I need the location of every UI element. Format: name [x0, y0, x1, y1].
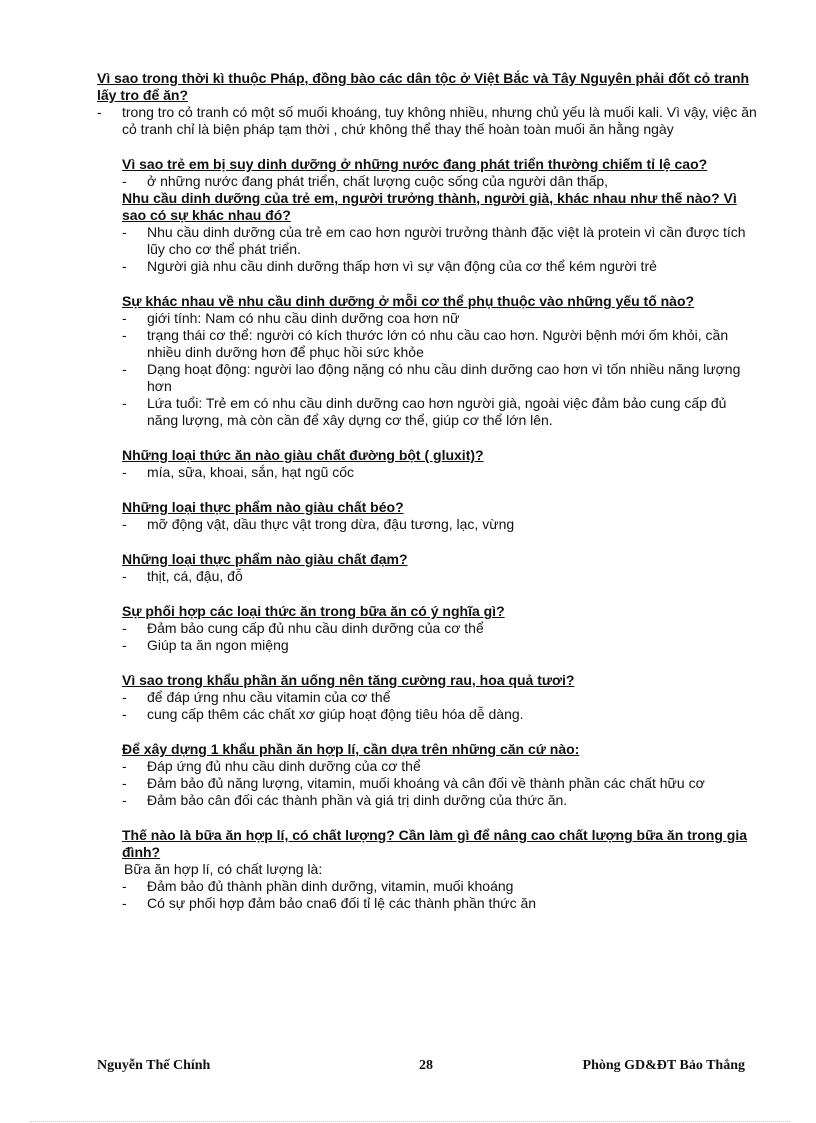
answer-item: - Lứa tuổi: Trẻ em có nhu cầu dinh dưỡng cao hơn người già, ngoài việc đảm bảo cung cấp đủ năng lượng, mà còn cần để xây dựng cơ thể, giúp cơ thể lớn lên.: [122, 395, 757, 429]
answer-list: [122, 878, 757, 912]
answer-item: - Đảm bảo đủ thành phần dinh dưỡng, vitamin, muối khoáng: [122, 878, 757, 895]
answer-item: - Có sự phối hợp đảm bảo cna6 đối tỉ lệ các thành phần thức ăn: [122, 895, 757, 912]
section-question: Sự phối hợp các loại thức ăn trong bữa ăn có ý nghĩa gì?: [122, 603, 505, 619]
answer-list: [122, 620, 757, 654]
answer-item: - Dạng hoạt động: người lao động nặng có nhu cầu dinh dưỡng cao hơn vì tốn nhiều năng lượng hơn: [122, 361, 757, 395]
section-question: Để xây dựng 1 khẩu phần ăn hợp lí, cần dựa trên những căn cứ nào:: [122, 741, 580, 757]
page-number: 28: [419, 1058, 433, 1073]
section-question: Thế nào là bữa ăn hợp lí, có chất lượng? Cần làm gì để nâng cao chất lượng bữa ăn trong gia đình?: [122, 827, 748, 860]
qa-section: [122, 190, 757, 275]
answer-item: - Đảm bảo đủ năng lượng, vitamin, muối khoáng và cân đối về thành phần các chất hữu cơ: [122, 775, 757, 792]
qa-section: [122, 603, 757, 654]
page-bottom-divider: [30, 1121, 790, 1122]
answer-item: - mía, sữa, khoai, sắn, hạt ngũ cốc: [122, 464, 757, 481]
answer-item: - Giúp ta ăn ngon miệng: [122, 637, 757, 654]
qa-section: [122, 741, 757, 809]
answer-item: - Người già nhu cầu dinh dưỡng thấp hơn vì sự vận động của cơ thể kém người trẻ: [122, 258, 757, 275]
qa-section: [122, 156, 757, 190]
answer-list: [122, 516, 757, 533]
answer-item: - giới tính: Nam có nhu cầu dinh dưỡng coa hơn nữ: [122, 310, 757, 327]
answer-list: [122, 568, 757, 585]
answer-item: - Đảm bảo cân đối các thành phần và giá trị dinh dưỡng của thức ăn.: [122, 792, 757, 809]
footer-author: Nguyễn Thế Chính: [97, 1058, 211, 1073]
answer-item: - Nhu cầu dinh dưỡng của trẻ em cao hơn người trưởng thành đặc việt là protein vì cần được tích lũy cho cơ thể phát triển.: [122, 224, 757, 258]
answer-item: - Đáp ứng đủ nhu cầu dinh dưỡng của cơ thể: [122, 758, 757, 775]
page-footer: [97, 1058, 745, 1078]
answer-item: - Đảm bảo cung cấp đủ nhu cầu dinh dưỡng của cơ thể: [122, 620, 757, 637]
answer-item: - cung cấp thêm các chất xơ giúp hoạt động tiêu hóa dễ dàng.: [122, 706, 757, 723]
section-question: Sự khác nhau về nhu cầu dinh dưỡng ở mỗi cơ thể phụ thuộc vào những yếu tố nào?: [122, 293, 695, 309]
section-question: Nhu cầu dinh dưỡng của trẻ em, người trưởng thành, người già, khác nhau như thế nào? Vì sao có sự khác nhau đó?: [122, 190, 737, 223]
answer-list: [97, 104, 757, 138]
qa-section: [122, 551, 757, 585]
answer-list: [122, 310, 757, 429]
answer-item: - trạng thái cơ thể: người có kích thước lớn có nhu cầu cao hơn. Người bệnh mới ốm khỏi, cần nhiều dinh dưỡng hơn để phục hồi sức khỏe: [122, 327, 757, 361]
answer-list: [122, 464, 757, 481]
section-question: Những loại thức ăn nào giàu chất đường bột ( gluxit)?: [122, 447, 484, 463]
answer-item: - mỡ động vật, dầu thực vật trong dừa, đậu tương, lạc, vừng: [122, 516, 757, 533]
section-question: Vì sao trong khẩu phần ăn uống nên tăng cường rau, hoa quả tươi?: [122, 672, 575, 688]
answer-list: [122, 224, 757, 275]
answer-list: [122, 689, 757, 723]
answer-list: [122, 758, 757, 809]
qa-section: [122, 499, 757, 533]
qa-section: [97, 70, 757, 138]
answer-item: - trong tro cỏ tranh có một số muối khoáng, tuy không nhiều, nhưng chủ yếu là muối kali. Vì vậy, việc ăn cỏ tranh chỉ là biện pháp tạm thời , chứ không thể thay thế hoàn toàn muối ăn hằng ngày: [97, 104, 757, 138]
section-question: Vì sao trẻ em bị suy dinh dưỡng ở những nước đang phát triển thường chiếm tỉ lệ cao?: [122, 156, 708, 172]
section-question: Những loại thực phẩm nào giàu chất béo?: [122, 499, 404, 515]
answer-item: - để đáp ứng nhu cầu vitamin của cơ thể: [122, 689, 757, 706]
footer-office: Phòng GD&ĐT Bảo Thắng: [582, 1058, 745, 1073]
answer-intro: Bữa ăn hợp lí, có chất lượng là:: [124, 861, 323, 877]
section-question: Vì sao trong thời kì thuộc Pháp, đồng bào các dân tộc ở Việt Bắc và Tây Nguyên phải đốt cỏ tranh lấy tro để ăn?: [97, 70, 750, 103]
answer-item: - thịt, cá, đậu, đỗ: [122, 568, 757, 585]
qa-section: [122, 293, 757, 429]
document-body: [97, 70, 757, 912]
answer-list: [122, 173, 757, 190]
qa-section: [122, 447, 757, 481]
answer-item: - ở những nước đang phát triển, chất lượng cuộc sống của người dân thấp,: [122, 173, 757, 190]
qa-section: [122, 827, 757, 912]
section-question: Những loại thực phẩm nào giàu chất đạm?: [122, 551, 408, 567]
qa-section: [122, 672, 757, 723]
